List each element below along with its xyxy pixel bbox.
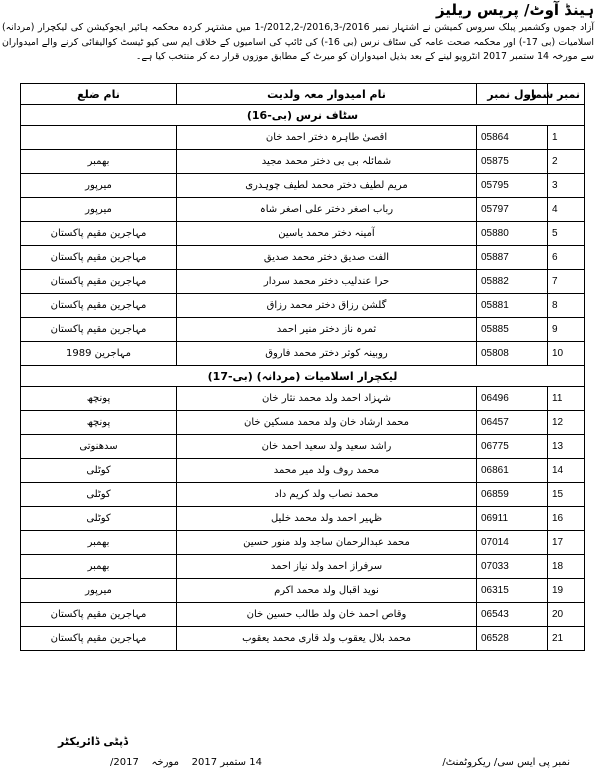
header-roll-number: رول نمبر: [477, 84, 548, 105]
serial-cell: 4: [548, 198, 585, 222]
table-row: [21, 174, 585, 198]
candidate-name-cell: مریم لطیف دختر محمد لطیف چوہدری: [177, 174, 477, 198]
footer-year: 2017/: [110, 757, 139, 768]
table-row: [21, 246, 585, 270]
district-cell: کوٹلی: [21, 483, 177, 507]
district-cell: بھمبر: [21, 555, 177, 579]
selection-table: [20, 83, 585, 651]
candidate-name-cell: سرفراز احمد ولد نیاز احمد: [177, 555, 477, 579]
table-row: [21, 483, 585, 507]
table-row: [21, 342, 585, 366]
table-row: [21, 531, 585, 555]
serial-cell: 18: [548, 555, 585, 579]
district-cell: میرپور: [21, 174, 177, 198]
candidate-name-cell: گلشن رزاق دختر محمد رزاق: [177, 294, 477, 318]
serial-cell: 17: [548, 531, 585, 555]
roll-number-cell: 06315: [477, 579, 548, 603]
candidate-name-cell: الفت صدیق دختر محمد صدیق: [177, 246, 477, 270]
candidate-name-cell: شمائلہ بی بی دختر محمد مجید: [177, 150, 477, 174]
footer-reference: نمبر پی ایس سی/ ریکروٹمنٹ/: [442, 757, 570, 768]
section-title: لیکچرار اسلامیات (مردانہ) (بی-17): [21, 366, 585, 387]
section-header-row: [21, 105, 585, 126]
serial-cell: 5: [548, 222, 585, 246]
district-cell: مہاجرین مقیم پاکستان: [21, 270, 177, 294]
table-row: [21, 459, 585, 483]
candidate-name-cell: راشد سعید ولد سعید احمد خان: [177, 435, 477, 459]
intro-paragraph: آزاد جموں وکشمیر پبلک سروس کمیشن نے اشتہار نمبر 2016/-2016,3/-2012,2/-1 میں مشتہر کردہ محکمہ ہائیر ایجوکیشن کی لیکچرار (مردانہ) اسلامیات (بی 17-) اور محکمہ صحت عامہ کی سٹاف نرس (بی 16-) کی ٹائپ کی اسامیوں کے خلاف ایم سی کیو ٹیسٹ کوالیفائی کرنے والے امیدواران سے مورخہ 14 ستمبر 2017 انٹرویو لینے کے بعد بذیل امیدواران کو میرٹ کے مطابق موزوں قرار دے کر منتخب کیا ہے۔: [2, 22, 594, 62]
header-district: نام ضلع: [21, 84, 177, 105]
serial-cell: 12: [548, 411, 585, 435]
district-cell: سدھنوتی: [21, 435, 177, 459]
candidate-name-cell: محمد بلال یعقوب ولد قاری محمد یعقوب: [177, 627, 477, 651]
district-cell: مہاجرین مقیم پاکستان: [21, 627, 177, 651]
roll-number-cell: 05881: [477, 294, 548, 318]
district-cell: کوٹلی: [21, 507, 177, 531]
candidate-name-cell: محمد عبدالرحمان ساجد ولد منور حسین: [177, 531, 477, 555]
table-row: [21, 126, 585, 150]
serial-cell: 21: [548, 627, 585, 651]
district-cell: مہاجرین مقیم پاکستان: [21, 294, 177, 318]
table-row: [21, 270, 585, 294]
header-candidate-name: نام امیدوار معہ ولدیت: [177, 84, 477, 105]
table-row: [21, 435, 585, 459]
roll-number-cell: 05795: [477, 174, 548, 198]
roll-number-cell: 06861: [477, 459, 548, 483]
district-cell: کوٹلی: [21, 459, 177, 483]
footer-date-value: 14 ستمبر 2017: [191, 757, 262, 768]
serial-cell: 6: [548, 246, 585, 270]
candidate-name-cell: ظہیر احمد ولد محمد خلیل: [177, 507, 477, 531]
candidate-name-cell: آمینہ دختر محمد یاسین: [177, 222, 477, 246]
candidate-name-cell: محمد روف ولد میر محمد: [177, 459, 477, 483]
district-cell: مہاجرین 1989: [21, 342, 177, 366]
district-cell: [21, 126, 177, 150]
district-cell: میرپور: [21, 198, 177, 222]
district-cell: مہاجرین مقیم پاکستان: [21, 246, 177, 270]
table-row: [21, 411, 585, 435]
table-row: [21, 222, 585, 246]
serial-cell: 1: [548, 126, 585, 150]
serial-cell: 8: [548, 294, 585, 318]
section-header-row: [21, 366, 585, 387]
serial-cell: 20: [548, 603, 585, 627]
table-row: [21, 579, 585, 603]
candidate-name-cell: محمد نصاب ولد کریم داد: [177, 483, 477, 507]
header-serial: نمبر شمار: [548, 84, 585, 105]
section-title: سٹاف نرس (بی-16): [21, 105, 585, 126]
serial-cell: 15: [548, 483, 585, 507]
district-cell: پونچھ: [21, 411, 177, 435]
table-row: [21, 387, 585, 411]
district-cell: بھمبر: [21, 531, 177, 555]
roll-number-cell: 05875: [477, 150, 548, 174]
roll-number-cell: 05797: [477, 198, 548, 222]
roll-number-cell: 07033: [477, 555, 548, 579]
roll-number-cell: 06528: [477, 627, 548, 651]
candidate-name-cell: شہزاد احمد ولد محمد نثار خان: [177, 387, 477, 411]
page-title: ہینڈ آوٹ/ پریس ریلیز: [435, 1, 594, 19]
serial-cell: 3: [548, 174, 585, 198]
serial-cell: 2: [548, 150, 585, 174]
roll-number-cell: 05882: [477, 270, 548, 294]
table-header-row: [21, 84, 585, 105]
roll-number-cell: 05864: [477, 126, 548, 150]
table-row: [21, 318, 585, 342]
district-cell: مہاجرین مقیم پاکستان: [21, 222, 177, 246]
roll-number-cell: 05808: [477, 342, 548, 366]
serial-cell: 10: [548, 342, 585, 366]
candidate-name-cell: اقصیٰ طاہرہ دختر احمد خان: [177, 126, 477, 150]
candidate-name-cell: رباب اصغر دختر علی اصغر شاہ: [177, 198, 477, 222]
table-row: [21, 198, 585, 222]
roll-number-cell: 05887: [477, 246, 548, 270]
serial-cell: 16: [548, 507, 585, 531]
table-row: [21, 507, 585, 531]
serial-cell: 7: [548, 270, 585, 294]
candidate-name-cell: حرا عندلیب دختر محمد سردار: [177, 270, 477, 294]
serial-cell: 11: [548, 387, 585, 411]
signature-title: ڈپٹی ڈائریکٹر: [58, 735, 128, 748]
roll-number-cell: 05885: [477, 318, 548, 342]
serial-cell: 13: [548, 435, 585, 459]
district-cell: بھمبر: [21, 150, 177, 174]
candidate-name-cell: ثمرہ ناز دختر منیر احمد: [177, 318, 477, 342]
district-cell: مہاجرین مقیم پاکستان: [21, 318, 177, 342]
serial-cell: 19: [548, 579, 585, 603]
candidate-name-cell: نوید اقبال ولد محمد اکرم: [177, 579, 477, 603]
table-row: [21, 294, 585, 318]
roll-number-cell: 06457: [477, 411, 548, 435]
candidate-name-cell: وقاص احمد خان ولد طالب حسین خان: [177, 603, 477, 627]
roll-number-cell: 06911: [477, 507, 548, 531]
district-cell: مہاجرین مقیم پاکستان: [21, 603, 177, 627]
candidate-name-cell: محمد ارشاد خان ولد محمد مسکین خان: [177, 411, 477, 435]
table-row: [21, 603, 585, 627]
roll-number-cell: 06543: [477, 603, 548, 627]
roll-number-cell: 06859: [477, 483, 548, 507]
footer-date: [110, 757, 350, 768]
roll-number-cell: 05880: [477, 222, 548, 246]
roll-number-cell: 06496: [477, 387, 548, 411]
serial-cell: 9: [548, 318, 585, 342]
table-body: [21, 105, 585, 651]
district-cell: پونچھ: [21, 387, 177, 411]
table-row: [21, 150, 585, 174]
roll-number-cell: 07014: [477, 531, 548, 555]
footer-date-label: مورخہ: [151, 757, 179, 768]
roll-number-cell: 06775: [477, 435, 548, 459]
district-cell: میرپور: [21, 579, 177, 603]
candidate-name-cell: روبینہ کوثر دختر محمد فاروق: [177, 342, 477, 366]
table-row: [21, 555, 585, 579]
serial-cell: 14: [548, 459, 585, 483]
table-row: [21, 627, 585, 651]
